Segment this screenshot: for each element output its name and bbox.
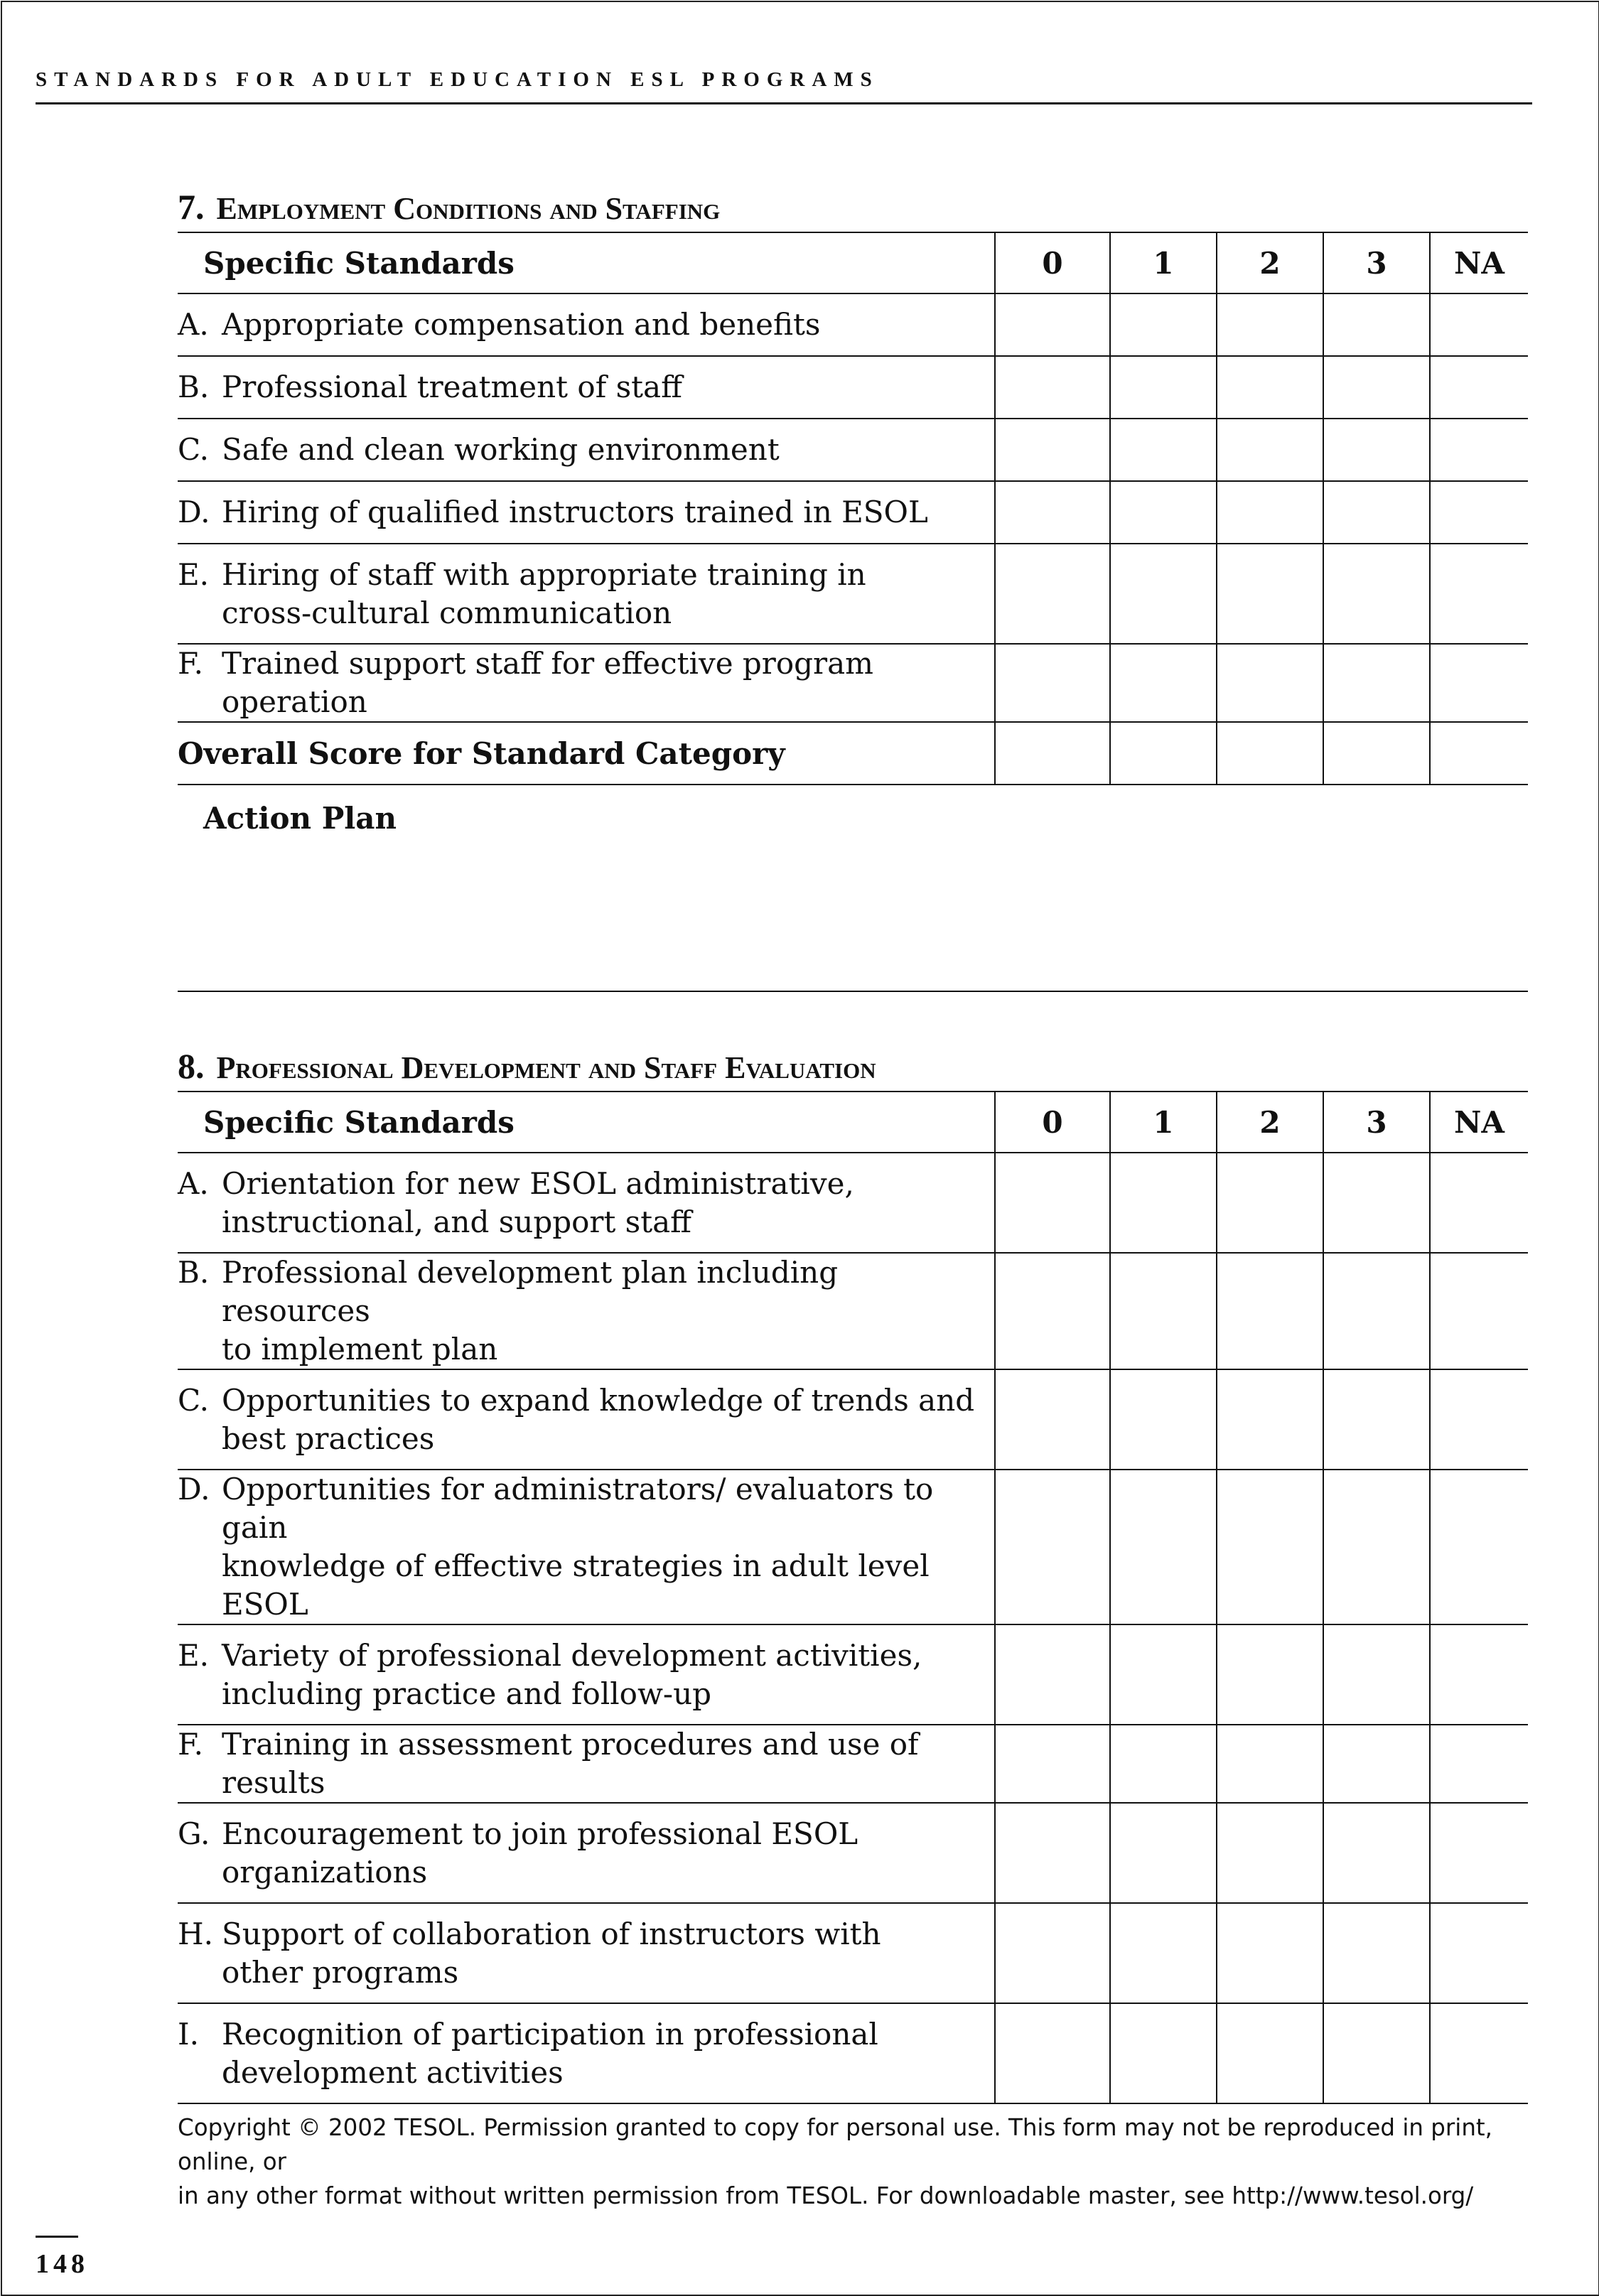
score-cell-2[interactable] [1217,544,1323,644]
score-cell-3[interactable] [1323,1253,1430,1369]
header-score-1: 1 [1110,232,1217,293]
score-cell-na[interactable] [1430,1369,1528,1470]
item-text: Hiring of qualified instructors trained in ESOL [222,495,928,529]
header-score-3: 3 [1323,232,1430,293]
score-cell-1[interactable] [1110,544,1217,644]
item-text-line2: organizations [222,1854,428,1890]
item-letter: E. [178,556,210,592]
score-cell-na[interactable] [1430,293,1528,356]
item-text-line2: best practices [222,1421,435,1456]
item-text: Training in assessment procedures and use of results [222,1727,919,1800]
item-letter: B. [178,1255,210,1290]
item-text-line2: cross-cultural communication [222,595,672,630]
score-cell-2[interactable] [1217,1470,1323,1624]
score-cell-2[interactable] [1217,1803,1323,1903]
item-text: Professional treatment of staff [222,370,682,404]
item-letter: F. [178,1727,203,1762]
section-7 [178,182,1528,836]
score-cell-1[interactable] [1110,293,1217,356]
page-number-rule [36,2236,78,2238]
score-cell-3[interactable] [1323,1153,1430,1253]
item-text-line1: Orientation for new ESOL administrative, [222,1165,854,1201]
item-letter: D. [178,1472,210,1507]
running-head-rule [36,102,1532,104]
header-score-na: NA [1430,232,1528,293]
score-cell-0[interactable] [995,1470,1110,1624]
score-cell-1[interactable] [1110,1153,1217,1253]
score-cell-0[interactable] [995,544,1110,644]
table-header-row [178,1092,1528,1153]
header-score-0: 0 [995,232,1110,293]
score-cell-2[interactable] [1217,1624,1323,1725]
item-text-line1: Variety of professional development activities, [222,1637,922,1673]
score-cell-na[interactable] [1430,1153,1528,1253]
table-row [178,1369,1528,1470]
score-cell-2[interactable] [1217,1369,1323,1470]
table-row [178,2003,1528,2103]
item-letter: F. [178,646,203,681]
score-cell-0[interactable] [995,1253,1110,1369]
table-row [178,644,1528,722]
score-cell-3[interactable] [1323,1624,1430,1725]
score-cell-0[interactable] [995,293,1110,356]
item-text-line2: including practice and follow-up [222,1676,712,1711]
score-cell-3[interactable] [1323,2003,1430,2103]
score-cell-3[interactable] [1323,722,1430,785]
table-row [178,1470,1528,1624]
score-cell-1[interactable] [1110,1803,1217,1903]
score-cell-3[interactable] [1323,544,1430,644]
item-text-line1: Encouragement to join professional ESOL [222,1816,858,1851]
score-cell-1[interactable] [1110,481,1217,544]
item-letter: A. [178,1165,209,1201]
score-cell-3[interactable] [1323,293,1430,356]
score-cell-3[interactable] [1323,419,1430,481]
score-cell-2[interactable] [1217,356,1323,419]
score-cell-1[interactable] [1110,1725,1217,1803]
page-number: 148 [36,2249,89,2279]
item-text-line2: other programs [222,1954,459,1990]
item-text-line2: instructional, and support staff [222,1204,691,1239]
score-cell-na[interactable] [1430,419,1528,481]
item-letter: G. [178,1816,210,1851]
score-cell-na[interactable] [1430,1470,1528,1624]
score-cell-3[interactable] [1323,481,1430,544]
score-cell-0[interactable] [995,722,1110,785]
table-row [178,419,1528,481]
score-cell-0[interactable] [995,1153,1110,1253]
score-cell-1[interactable] [1110,644,1217,722]
item-letter: I. [178,2016,199,2052]
score-cell-3[interactable] [1323,1470,1430,1624]
score-cell-na[interactable] [1430,356,1528,419]
table-row [178,481,1528,544]
score-cell-3[interactable] [1323,1903,1430,2003]
item-letter: H. [178,1916,213,1951]
table-row [178,356,1528,419]
score-cell-2[interactable] [1217,1153,1323,1253]
item-text-line1: Hiring of staff with appropriate training in [222,556,866,592]
score-cell-1[interactable] [1110,1470,1217,1624]
section-8-title [178,1041,1528,1091]
score-cell-2[interactable] [1217,1903,1323,2003]
score-cell-2[interactable] [1217,1253,1323,1369]
section-title-text: Professional Development and Staff Evaluation [216,1050,876,1085]
table-header-row [178,232,1528,293]
section-number: 7. [178,187,205,227]
score-cell-0[interactable] [995,481,1110,544]
section-8 [178,1041,1528,2104]
score-cell-3[interactable] [1323,644,1430,722]
item-text-line1: Opportunities for administrators/ evaluators to gain [222,1472,934,1545]
score-cell-na[interactable] [1430,481,1528,544]
score-cell-0[interactable] [995,1369,1110,1470]
item-text-line2: knowledge of effective strategies in adult level ESOL [222,1548,930,1622]
item-letter: E. [178,1637,210,1673]
running-head: STANDARDS FOR ADULT EDUCATION ESL PROGRAMS [36,68,879,91]
score-cell-na[interactable] [1430,2003,1528,2103]
item-letter: C. [178,1382,209,1418]
item-letter: D. [178,495,210,529]
score-cell-1[interactable] [1110,1253,1217,1369]
copyright-line2: in any other format without written permission from TESOL. For downloadable master, see http://www.tesol.org/ [178,2182,1474,2209]
header-score-1: 1 [1110,1092,1217,1153]
score-cell-na[interactable] [1430,644,1528,722]
item-text-line2: development activities [222,2054,564,2090]
header-score-na: NA [1430,1092,1528,1153]
score-cell-2[interactable] [1217,419,1323,481]
score-cell-2[interactable] [1217,481,1323,544]
score-cell-1[interactable] [1110,722,1217,785]
score-cell-2[interactable] [1217,293,1323,356]
score-cell-0[interactable] [995,644,1110,722]
item-text: Trained support staff for effective program operation [222,646,873,719]
score-cell-1[interactable] [1110,1369,1217,1470]
section-number: 8. [178,1046,205,1086]
score-cell-na[interactable] [1430,1253,1528,1369]
section-7-title [178,182,1528,232]
score-cell-2[interactable] [1217,644,1323,722]
score-cell-2[interactable] [1217,2003,1323,2103]
score-cell-1[interactable] [1110,356,1217,419]
score-cell-1[interactable] [1110,1624,1217,1725]
score-cell-na[interactable] [1430,1903,1528,2003]
score-cell-na[interactable] [1430,544,1528,644]
table-row [178,1253,1528,1369]
score-cell-na[interactable] [1430,1624,1528,1725]
item-letter: C. [178,432,209,467]
table-row [178,544,1528,644]
score-cell-3[interactable] [1323,1369,1430,1470]
action-plan-area[interactable] [178,991,1528,992]
table-row [178,293,1528,356]
score-cell-1[interactable] [1110,1903,1217,2003]
score-cell-0[interactable] [995,356,1110,419]
standards-table-7 [178,232,1528,785]
score-cell-na[interactable] [1430,722,1528,785]
score-cell-3[interactable] [1323,356,1430,419]
section-title-text: Employment Conditions and Staffing [216,191,721,226]
score-cell-na[interactable] [1430,1725,1528,1803]
item-text-line1: Recognition of participation in professional [222,2016,878,2052]
score-cell-2[interactable] [1217,1725,1323,1803]
item-text: Safe and clean working environment [222,432,780,467]
table-row [178,1725,1528,1803]
score-cell-3[interactable] [1323,1803,1430,1903]
table-row [178,1803,1528,1903]
score-cell-0[interactable] [995,1903,1110,2003]
header-specific-standards: Specific Standards [178,232,995,293]
overall-score-row [178,722,1528,785]
table-row [178,1903,1528,2003]
item-text: Appropriate compensation and benefits [222,307,821,342]
header-score-2: 2 [1217,1092,1323,1153]
item-text-line1: Support of collaboration of instructors with [222,1916,881,1951]
item-text-line1: Opportunities to expand knowledge of trends and [222,1382,975,1418]
item-text-line2: to implement plan [222,1332,498,1367]
table-row [178,1624,1528,1725]
header-specific-standards: Specific Standards [178,1092,995,1153]
item-letter: A. [178,307,209,342]
score-cell-0[interactable] [995,1725,1110,1803]
header-score-0: 0 [995,1092,1110,1153]
action-plan-label: Action Plan [203,801,397,836]
item-letter: B. [178,370,210,404]
table-row [178,1153,1528,1253]
score-cell-2[interactable] [1217,722,1323,785]
score-cell-0[interactable] [995,1624,1110,1725]
score-cell-0[interactable] [995,419,1110,481]
header-score-3: 3 [1323,1092,1430,1153]
score-cell-1[interactable] [1110,2003,1217,2103]
overall-score-label: Overall Score for Standard Category [178,722,995,785]
standards-table-8 [178,1091,1528,2104]
score-cell-na[interactable] [1430,1803,1528,1903]
score-cell-3[interactable] [1323,1725,1430,1803]
copyright-notice [178,2111,1535,2213]
score-cell-0[interactable] [995,2003,1110,2103]
copyright-line1: Copyright © 2002 TESOL. Permission granted to copy for personal use. This form may not be reproduced in print, online, or [178,2114,1492,2175]
header-score-2: 2 [1217,232,1323,293]
score-cell-1[interactable] [1110,419,1217,481]
score-cell-0[interactable] [995,1803,1110,1903]
item-text-line1: Professional development plan including resources [222,1255,839,1328]
